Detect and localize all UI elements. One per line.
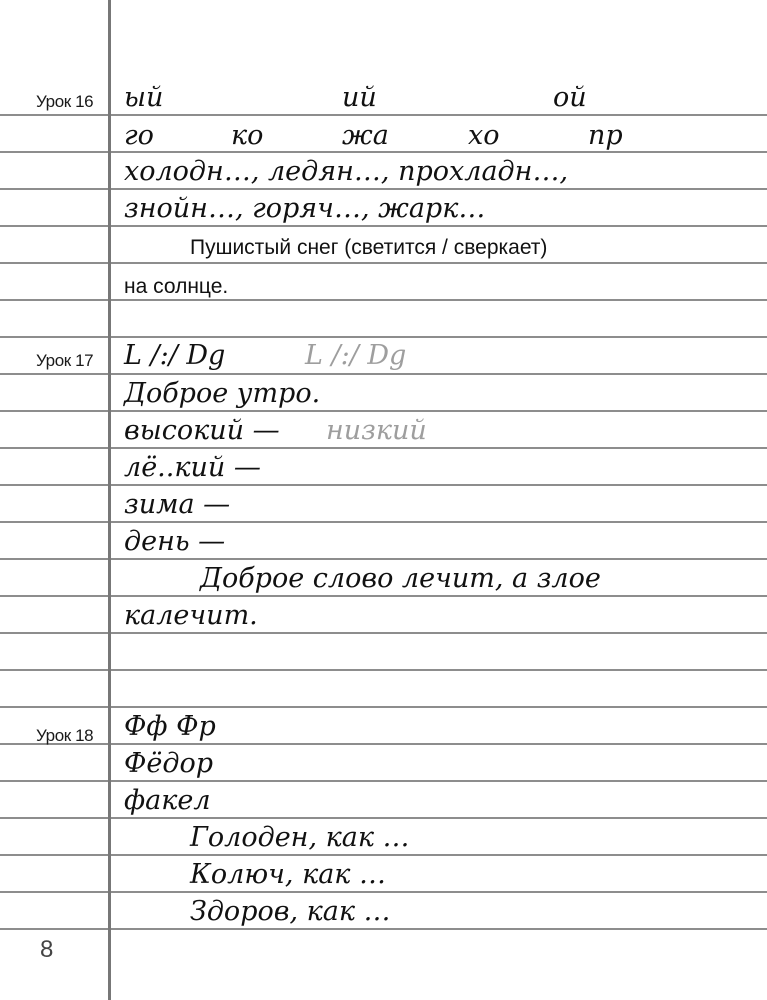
word-fedor: Фёдор <box>124 748 214 779</box>
letters-trace: L /:/ Dg <box>305 340 407 371</box>
ruled-line <box>0 854 767 856</box>
phrase-good-morning: Доброе утро. <box>124 378 321 409</box>
ruled-line <box>0 151 767 153</box>
ruled-line <box>0 780 767 782</box>
lesson-16-label: Урок 16 <box>36 92 94 111</box>
word-fakel: факел <box>124 785 211 816</box>
ruled-line <box>0 262 767 264</box>
syllable-3: жа <box>342 120 389 151</box>
ruled-line <box>0 521 767 523</box>
ruled-line <box>0 336 767 338</box>
ruled-line <box>0 891 767 893</box>
ruled-line <box>0 928 767 930</box>
margin-line <box>108 0 111 1000</box>
ruled-line <box>0 188 767 190</box>
ending-2: ий <box>342 82 377 113</box>
ruled-line <box>0 669 767 671</box>
comparison-line-1: Голоден, как … <box>190 822 410 853</box>
ruled-line <box>0 114 767 116</box>
syllable-4: хо <box>468 120 500 151</box>
sentence-line-1: Пушистый снег (светится / сверкает) <box>190 236 548 259</box>
lesson-18-label: Урок 18 <box>36 726 94 745</box>
syllable-2: ко <box>231 120 264 151</box>
ending-1: ый <box>124 82 164 113</box>
ruled-line <box>0 743 767 745</box>
syllable-1: го <box>124 120 154 151</box>
adjective-line-2: знойн…, горяч…, жарк… <box>124 193 486 224</box>
ruled-line <box>0 595 767 597</box>
antonym-word-4: день — <box>124 526 226 557</box>
comparison-line-2: Колюч, как … <box>190 859 387 890</box>
ruled-line <box>0 373 767 375</box>
lesson-17-label: Урок 17 <box>36 351 94 370</box>
ruled-line <box>0 484 767 486</box>
letters-f-sample: Фф Фр <box>124 711 216 742</box>
adjective-line-1: холодн…, ледян…, прохладн…, <box>124 156 569 187</box>
ruled-line <box>0 447 767 449</box>
page-number: 8 <box>40 936 54 963</box>
ruled-line <box>0 632 767 634</box>
ruled-line <box>0 410 767 412</box>
ruled-line <box>0 299 767 301</box>
letters-sample: L /:/ Dg <box>124 340 226 371</box>
antonym-answer-1: низкий <box>326 415 427 446</box>
antonym-word-3: зима — <box>124 489 231 520</box>
antonym-word-1: высокий — <box>124 415 280 446</box>
ruled-line <box>0 225 767 227</box>
syllable-5: пр <box>588 120 623 151</box>
proverb-line-1: Доброе слово лечит, а злое <box>200 563 601 594</box>
comparison-line-3: Здоров, как … <box>190 896 391 927</box>
ending-3: ой <box>553 82 587 113</box>
ruled-line <box>0 558 767 560</box>
ruled-line <box>0 706 767 708</box>
ruled-line <box>0 817 767 819</box>
proverb-line-2: калечит. <box>124 600 258 631</box>
antonym-word-2: лё..кий — <box>124 452 261 483</box>
sentence-line-2: на солнце. <box>124 275 229 298</box>
